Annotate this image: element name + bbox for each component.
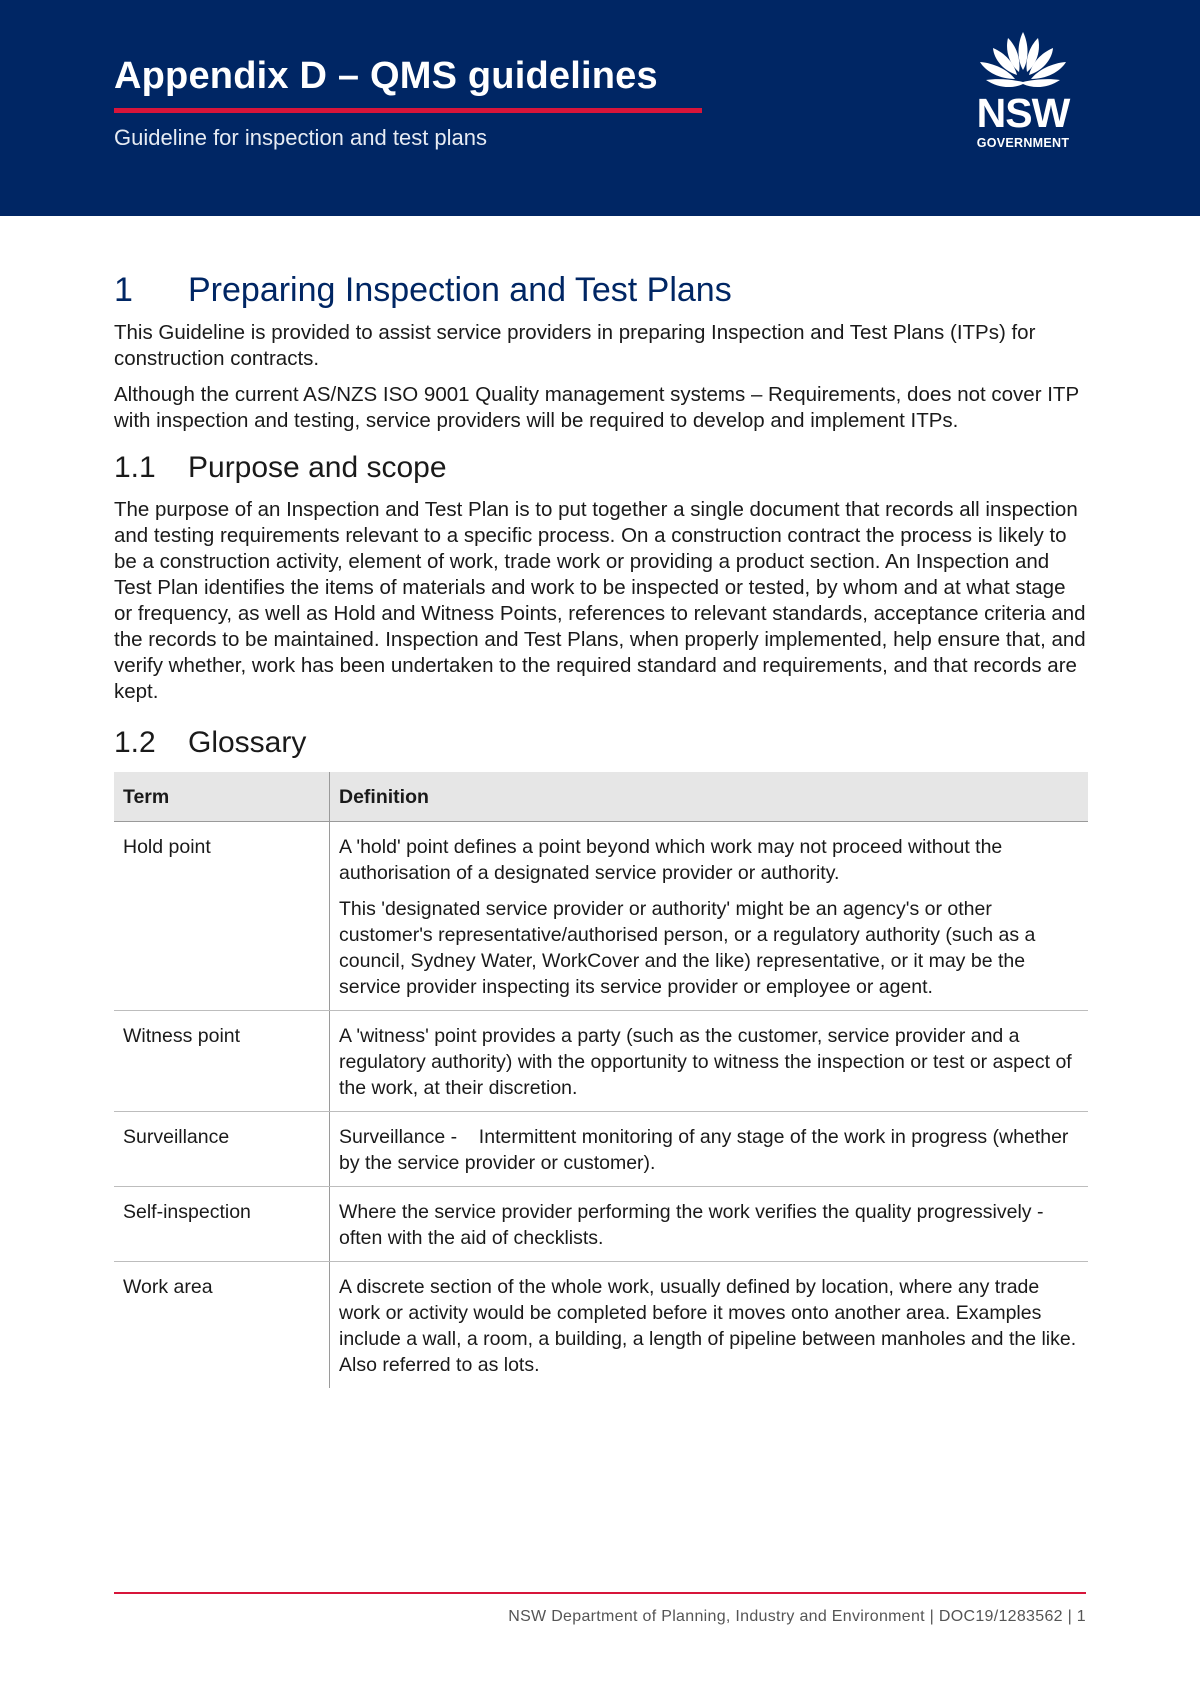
definition-cell [330, 1187, 1089, 1262]
section-1-1-title: Purpose and scope [188, 451, 447, 485]
definition-cell [330, 822, 1089, 1011]
page-content [114, 258, 1086, 1388]
section-1-paragraph: This Guideline is provided to assist service providers in preparing Inspection and Test Plans (ITPs) for construction contracts. [114, 321, 1036, 371]
column-header-term: Term [114, 772, 330, 822]
table-row [114, 1011, 1088, 1112]
table-row [114, 822, 1088, 1011]
logo-wordmark: NSW [976, 90, 1070, 136]
header-banner [0, 0, 1200, 216]
table-row [114, 1112, 1088, 1187]
section-1-paragraph: Although the current AS/NZS ISO 9001 Quality management systems – Requirements, does not cover ITP with inspection and testing, service providers will be required to develop and implement ITPs. [114, 383, 1079, 433]
section-1-2-heading [114, 723, 1086, 762]
document-subtitle: Guideline for inspection and test plans [114, 125, 488, 150]
term-cell: Surveillance [114, 1112, 330, 1187]
definition-cell [330, 1112, 1089, 1187]
section-1-2-title: Glossary [188, 726, 307, 760]
term-cell: Witness point [114, 1011, 330, 1112]
section-1-title: Preparing Inspection and Test Plans [188, 271, 732, 309]
definition-text: A 'hold' point defines a point beyond which work may not proceed without the authorisation of a designated service provider or authority. [339, 836, 1003, 885]
column-header-definition: Definition [330, 772, 1089, 822]
nsw-government-logo [968, 30, 1078, 156]
section-1-1-number: 1.1 [114, 451, 156, 485]
definition-text: A discrete section of the whole work, usually defined by location, where any trade work or activity would be completed before it moves onto another area. Examples include a wall, a room, a building, a length of pipeline between manholes and the like. Also referred to as lots. [339, 1276, 1077, 1377]
waratah-icon [972, 30, 1074, 92]
table-header-row [114, 772, 1088, 822]
table-row [114, 1262, 1088, 1389]
definition-text: A 'witness' point provides a party (such as the customer, service provider and a regulatory authority) with the opportunity to witness the inspection or test or aspect of the work, at their discretion. [339, 1025, 1072, 1100]
definition-text: This 'designated service provider or authority' might be an agency's or other customer's representative/authorised person, or a regulatory authority (such as a council, Sydney Water, WorkCover and the like) representative, or it may be the service provider inspecting its service provider or employee or agent. [339, 898, 1036, 999]
footer-divider [114, 1592, 1086, 1594]
definition-cell [330, 1011, 1089, 1112]
section-1-heading [114, 268, 1086, 312]
section-1-1-heading [114, 448, 1086, 487]
glossary-table [114, 772, 1088, 1388]
footer-text: NSW Department of Planning, Industry and Environment | DOC19/1283562 | 1 [508, 1608, 1086, 1625]
definition-text: Where the service provider performing the work verifies the quality progressively - often with the aid of checklists. [339, 1201, 1044, 1250]
definition-text: Surveillance - Intermittent monitoring of any stage of the work in progress (whether by the service provider or customer). [339, 1126, 1074, 1175]
term-cell: Self-inspection [114, 1187, 330, 1262]
section-1-2-number: 1.2 [114, 726, 156, 760]
term-cell: Hold point [114, 822, 330, 1011]
document-title: Appendix D – QMS guidelines [114, 55, 658, 97]
logo-subtext: GOVERNMENT [976, 136, 1070, 150]
title-underline [114, 108, 702, 113]
table-row [114, 1187, 1088, 1262]
section-1-number: 1 [114, 271, 133, 309]
definition-cell [330, 1262, 1089, 1389]
section-1-1-paragraph: The purpose of an Inspection and Test Plan is to put together a single document that records all inspection and testing requirements relevant to a specific process. On a construction contract the process is likely to be a construction activity, element of work, trade work or providing a product section. An Inspection and Test Plan identifies the items of materials and work to be inspected or tested, by whom and at what stage or frequency, as well as Hold and Witness Points, references to relevant standards, acceptance criteria and the records to be maintained. Inspection and Test Plans, when properly implemented, help ensure that, and verify whether, work has been undertaken to the required standard and requirements, and that records are kept. [114, 498, 1086, 704]
term-cell: Work area [114, 1262, 330, 1389]
